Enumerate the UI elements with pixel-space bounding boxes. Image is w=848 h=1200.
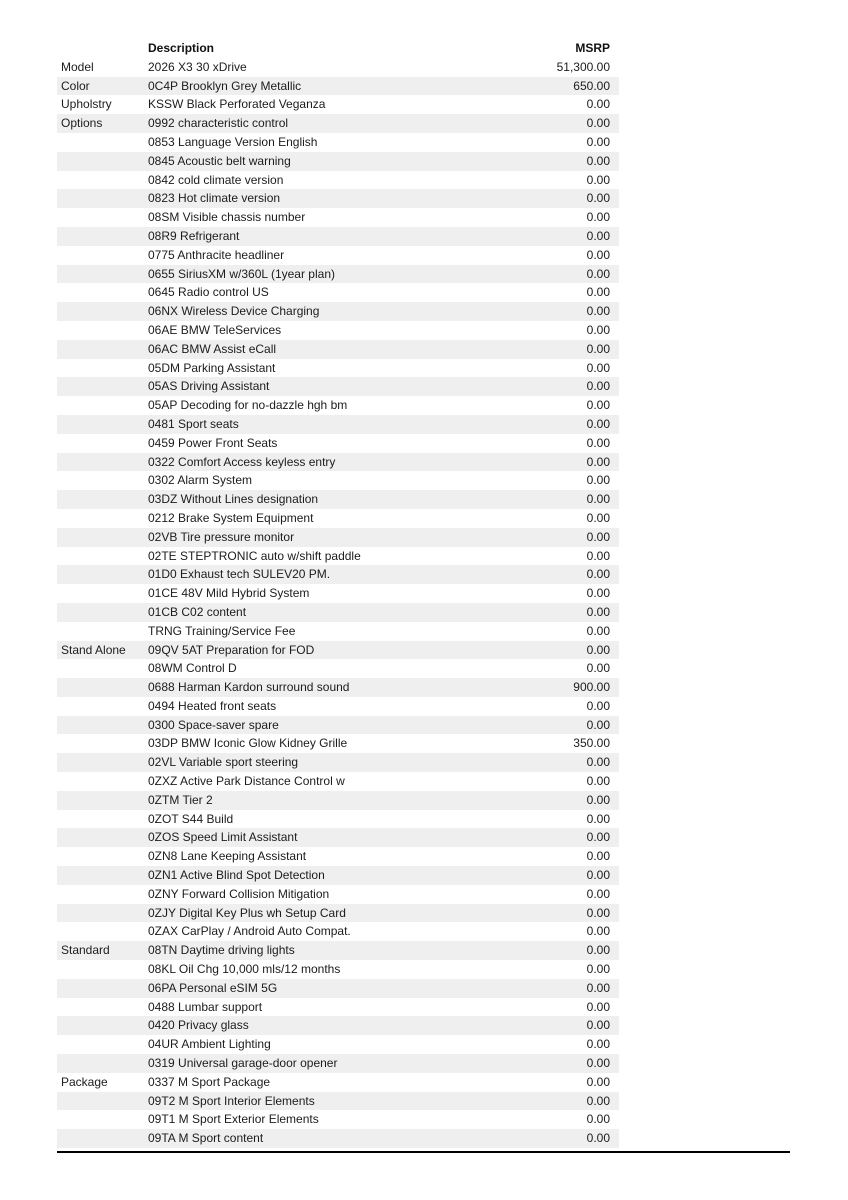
row-msrp: 0.00 (586, 905, 610, 920)
row-description: 0823 Hot climate version (148, 191, 281, 206)
table-row (57, 1016, 619, 1035)
row-category: Options (61, 116, 103, 131)
row-msrp: 0.00 (586, 266, 610, 281)
table-row (57, 377, 619, 396)
header-msrp: MSRP (575, 41, 610, 55)
row-msrp: 0.00 (586, 191, 610, 206)
row-msrp: 0.00 (586, 360, 610, 375)
row-msrp: 0.00 (586, 510, 610, 525)
row-category: Standard (61, 943, 110, 958)
row-description: 0645 Radio control US (148, 285, 269, 300)
table-row (57, 133, 619, 152)
row-description: 0212 Brake System Equipment (148, 510, 314, 525)
row-msrp: 0.00 (586, 623, 610, 638)
row-msrp: 0.00 (586, 980, 610, 995)
row-msrp: 0.00 (586, 1037, 610, 1052)
table-row (57, 659, 619, 678)
row-msrp: 0.00 (586, 454, 610, 469)
table-row (57, 434, 619, 453)
table-row (57, 1110, 619, 1129)
table-row (57, 58, 619, 77)
row-description: 0ZN1 Active Blind Spot Detection (148, 868, 325, 883)
table-row (57, 265, 619, 284)
row-description: 0688 Harman Kardon surround sound (148, 680, 350, 695)
row-description: 0845 Acoustic belt warning (148, 153, 291, 168)
table-row (57, 565, 619, 584)
row-msrp: 0.00 (586, 1131, 610, 1146)
row-description: 0ZXZ Active Park Distance Control w (148, 774, 345, 789)
table-row (57, 528, 619, 547)
table-row (57, 189, 619, 208)
table-row (57, 603, 619, 622)
row-description: 2026 X3 30 xDrive (148, 59, 247, 74)
row-description: 02VL Variable sport steering (148, 755, 299, 770)
row-msrp: 0.00 (586, 322, 610, 337)
table-row (57, 622, 619, 641)
row-msrp: 0.00 (586, 398, 610, 413)
table-row (57, 641, 619, 660)
table-row (57, 321, 619, 340)
row-msrp: 900.00 (573, 680, 610, 695)
table-row (57, 904, 619, 923)
row-description: 0ZTM Tier 2 (148, 792, 213, 807)
row-description: 0488 Lumbar support (148, 999, 263, 1014)
table-header (57, 39, 619, 58)
row-description: 08TN Daytime driving lights (148, 943, 295, 958)
row-msrp: 0.00 (586, 962, 610, 977)
table-row (57, 678, 619, 697)
row-msrp: 0.00 (586, 999, 610, 1014)
table-row (57, 885, 619, 904)
table-row (57, 791, 619, 810)
row-msrp: 0.00 (586, 153, 610, 168)
row-description: 08SM Visible chassis number (148, 210, 306, 225)
table-row (57, 171, 619, 190)
table-row (57, 979, 619, 998)
row-description: 09TA M Sport content (148, 1131, 264, 1146)
table-row (57, 453, 619, 472)
row-msrp: 0.00 (586, 97, 610, 112)
table-row (57, 922, 619, 941)
row-description: 05DM Parking Assistant (148, 360, 276, 375)
row-description: 0300 Space-saver spare (148, 717, 279, 732)
table-row (57, 471, 619, 490)
table-row (57, 359, 619, 378)
row-description: 05AP Decoding for no-dazzle hgh bm (148, 398, 348, 413)
row-description: 0ZOT S44 Build (148, 811, 234, 826)
row-description: 06AE BMW TeleServices (148, 322, 282, 337)
table-row (57, 77, 619, 96)
row-category: Color (61, 78, 90, 93)
row-msrp: 0.00 (586, 473, 610, 488)
row-msrp: 0.00 (586, 1018, 610, 1033)
table-row (57, 490, 619, 509)
row-msrp: 650.00 (573, 78, 610, 93)
table-row (57, 584, 619, 603)
table-row (57, 547, 619, 566)
table-row (57, 941, 619, 960)
table-row (57, 753, 619, 772)
row-description: 0C4P Brooklyn Grey Metallic (148, 78, 302, 93)
row-description: 02VB Tire pressure monitor (148, 529, 295, 544)
table-row (57, 1129, 619, 1148)
row-msrp: 0.00 (586, 228, 610, 243)
table-row (57, 828, 619, 847)
table-row (57, 246, 619, 265)
row-category: Upholstry (61, 97, 112, 112)
row-description: 0842 cold climate version (148, 172, 284, 187)
row-category: Model (61, 59, 94, 74)
row-msrp: 0.00 (586, 886, 610, 901)
row-msrp: 0.00 (586, 210, 610, 225)
row-description: 09T2 M Sport Interior Elements (148, 1093, 315, 1108)
row-msrp: 0.00 (586, 642, 610, 657)
row-description: 01CE 48V Mild Hybrid System (148, 586, 310, 601)
table-row (57, 697, 619, 716)
row-description: 0853 Language Version English (148, 134, 318, 149)
row-description: TRNG Training/Service Fee (148, 623, 296, 638)
row-msrp: 0.00 (586, 285, 610, 300)
row-description: 0337 M Sport Package (148, 1074, 271, 1089)
row-msrp: 0.00 (586, 792, 610, 807)
table-row (57, 396, 619, 415)
row-description: 08WM Control D (148, 661, 237, 676)
row-description: 0ZN8 Lane Keeping Assistant (148, 849, 307, 864)
row-description: 0319 Universal garage-door opener (148, 1056, 338, 1071)
row-description: 0494 Heated front seats (148, 698, 277, 713)
options-table (57, 39, 619, 1148)
row-description: 0ZNY Forward Collision Mitigation (148, 886, 330, 901)
row-msrp: 0.00 (586, 868, 610, 883)
row-description: 0481 Sport seats (148, 416, 239, 431)
header-description: Description (148, 41, 215, 55)
row-description: 03DP BMW Iconic Glow Kidney Grille (148, 736, 348, 751)
row-description: 0655 SiriusXM w/360L (1year plan) (148, 266, 335, 281)
row-description: 06PA Personal eSIM 5G (148, 980, 278, 995)
row-msrp: 0.00 (586, 604, 610, 619)
table-row (57, 960, 619, 979)
row-description: KSSW Black Perforated Veganza (148, 97, 326, 112)
table-row (57, 340, 619, 359)
row-description: 0420 Privacy glass (148, 1018, 249, 1033)
row-msrp: 0.00 (586, 247, 610, 262)
row-msrp: 0.00 (586, 661, 610, 676)
table-body (57, 58, 619, 1148)
row-msrp: 0.00 (586, 134, 610, 149)
table-row (57, 866, 619, 885)
row-msrp: 0.00 (586, 1093, 610, 1108)
table-row (57, 1073, 619, 1092)
table-row (57, 114, 619, 133)
row-description: 01CB C02 content (148, 604, 247, 619)
row-description: 0459 Power Front Seats (148, 435, 278, 450)
row-msrp: 0.00 (586, 586, 610, 601)
page-bottom-rule (57, 1151, 790, 1153)
row-msrp: 0.00 (586, 811, 610, 826)
row-msrp: 0.00 (586, 529, 610, 544)
row-msrp: 0.00 (586, 172, 610, 187)
table-row (57, 283, 619, 302)
row-msrp: 0.00 (586, 1074, 610, 1089)
table-row (57, 152, 619, 171)
table-row (57, 1054, 619, 1073)
row-description: 04UR Ambient Lighting (148, 1037, 271, 1052)
table-row (57, 1092, 619, 1111)
row-msrp: 0.00 (586, 304, 610, 319)
table-row (57, 734, 619, 753)
row-msrp: 0.00 (586, 774, 610, 789)
row-msrp: 0.00 (586, 435, 610, 450)
row-msrp: 0.00 (586, 830, 610, 845)
row-category: Package (61, 1074, 108, 1089)
row-description: 0992 characteristic control (148, 116, 289, 131)
row-msrp: 0.00 (586, 416, 610, 431)
row-msrp: 0.00 (586, 1056, 610, 1071)
row-msrp: 0.00 (586, 341, 610, 356)
table-row (57, 509, 619, 528)
row-description: 03DZ Without Lines designation (148, 492, 319, 507)
row-description: 01D0 Exhaust tech SULEV20 PM. (148, 567, 331, 582)
row-description: 08R9 Refrigerant (148, 228, 240, 243)
row-description: 05AS Driving Assistant (148, 379, 270, 394)
row-description: 09T1 M Sport Exterior Elements (148, 1112, 319, 1127)
row-description: 02TE STEPTRONIC auto w/shift paddle (148, 548, 361, 563)
row-description: 0ZJY Digital Key Plus wh Setup Card (148, 905, 346, 920)
row-description: 08KL Oil Chg 10,000 mls/12 months (148, 962, 341, 977)
row-msrp: 0.00 (586, 1112, 610, 1127)
table-row (57, 998, 619, 1017)
row-msrp: 0.00 (586, 755, 610, 770)
row-description: 06NX Wireless Device Charging (148, 304, 320, 319)
row-description: 06AC BMW Assist eCall (148, 341, 277, 356)
row-msrp: 350.00 (573, 736, 610, 751)
row-msrp: 0.00 (586, 943, 610, 958)
table-row (57, 302, 619, 321)
table-row (57, 772, 619, 791)
table-row (57, 810, 619, 829)
row-msrp: 0.00 (586, 567, 610, 582)
row-msrp: 0.00 (586, 698, 610, 713)
row-msrp: 0.00 (586, 548, 610, 563)
table-row (57, 1035, 619, 1054)
row-msrp: 0.00 (586, 924, 610, 939)
table-row (57, 227, 619, 246)
row-msrp: 0.00 (586, 849, 610, 864)
table-row (57, 716, 619, 735)
row-category: Stand Alone (61, 642, 126, 657)
table-row (57, 847, 619, 866)
row-description: 09QV 5AT Preparation for FOD (148, 642, 315, 657)
row-msrp: 0.00 (586, 116, 610, 131)
row-description: 0322 Comfort Access keyless entry (148, 454, 336, 469)
row-description: 0ZOS Speed Limit Assistant (148, 830, 298, 845)
row-msrp: 0.00 (586, 379, 610, 394)
row-msrp: 0.00 (586, 492, 610, 507)
table-row (57, 95, 619, 114)
table-row (57, 415, 619, 434)
row-msrp: 0.00 (586, 717, 610, 732)
row-description: 0302 Alarm System (148, 473, 253, 488)
table-row (57, 208, 619, 227)
row-description: 0775 Anthracite headliner (148, 247, 285, 262)
row-msrp: 51,300.00 (556, 59, 610, 74)
row-description: 0ZAX CarPlay / Android Auto Compat. (148, 924, 351, 939)
